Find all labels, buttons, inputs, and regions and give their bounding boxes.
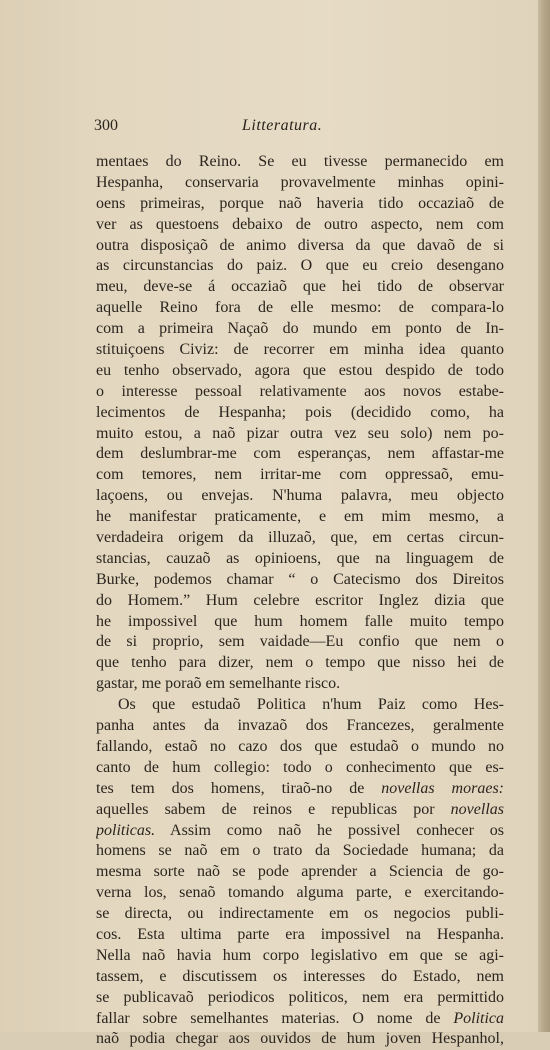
italic-text: Politica [453,1009,504,1027]
text-line [96,152,504,173]
running-head: Litteratura. [242,117,323,134]
text-segment: homens se naõ em o trato da Sociedade humana; da [96,842,504,860]
page-number: 300 [94,117,118,134]
text-line [96,612,504,633]
text-segment: verna los, senaõ tomando alguma parte, e exercitando- [96,884,504,902]
text-line [96,236,504,257]
text-line [96,298,504,319]
text-segment: dem deslumbrar-me com esperanças, nem affastar-me [96,445,504,463]
text-line [96,758,504,779]
text-line [96,591,504,612]
text-line [96,194,504,215]
text-segment: he impossivel que hum homem falle muito tempo [96,612,504,630]
text-line [96,653,504,674]
text-segment: aquelle Reino fora de elle mesmo: de compara-lo [96,299,504,317]
text-line [96,674,504,695]
text-segment: mentaes do Reino. Se eu tivesse permanecido em [96,153,504,170]
text-segment: com a primeira Naçaõ do mundo em ponto de In- [96,320,504,338]
text-segment: laçoens, ou envejas. N'huma palavra, meu objecto [96,487,504,505]
text-segment: fallando, estaõ no cazo dos que estudaõ o mundo no [96,737,504,755]
text-line [96,946,504,967]
text-segment: stituiçoens Civiz: de recorrer em minha idea quanto [96,341,504,359]
italic-text: novellas moraes: [381,779,504,797]
text-line [96,904,504,925]
text-segment: he manifestar praticamente, e em mim mesmo, a [96,508,504,526]
text-segment: aquelles sabem de reinos e republicas por [96,800,451,818]
text-line [96,549,504,570]
text-line [96,319,504,340]
text-segment: fallar sobre semelhantes materias. O nome de [96,1009,454,1027]
text-line [96,1009,504,1030]
text-line [96,821,504,842]
text-line [96,779,504,800]
text-line [96,800,504,821]
text-line [96,444,504,465]
text-segment: tes tem dos homens, tiraõ-no de [96,779,382,797]
text-segment: gastar, me poraõ em semelhante risco. [96,675,341,693]
text-line [96,716,504,737]
text-segment: Nella naõ havia hum corpo legislativo em que se agi- [96,946,504,964]
text-line [96,486,504,507]
text-line [96,215,504,236]
text-segment: eu tenho observado, agora que estou despido de todo [96,361,504,379]
text-segment: canto de hum collegio: todo o conhecimento que es- [96,758,504,776]
text-line [96,883,504,904]
text-line [96,528,504,549]
text-line [96,382,504,403]
body-text [96,152,504,1050]
text-segment: oens primeiras, porque naõ haveria tido occaziaõ de [96,194,504,212]
text-line [96,465,504,486]
text-segment: o interesse pessoal relativamente aos novos estabe- [96,382,504,400]
text-segment: stancias, cauzaõ as opinioens, que na linguagem de [96,549,504,567]
text-line [96,925,504,946]
page-edge [538,0,550,1032]
text-line [96,737,504,758]
text-segment: se directa, ou indirectamente em os negocios publi- [96,905,504,923]
text-segment: outra disposiçaõ de animo diversa da que davaõ de si [96,236,504,254]
text-segment: as circunstancias do paiz. O que eu creio desengano [96,257,504,275]
italic-text: politicas. [96,821,156,839]
text-segment: tassem, e discutissem os interesses do Estado, nem [96,967,504,985]
text-line [96,507,504,528]
text-line [96,340,504,361]
text-segment: se publicavaõ periodicos politicos, nem era permittido [96,988,504,1006]
page-header [94,117,504,141]
text-line [96,841,504,862]
text-line [96,424,504,445]
text-line [96,570,504,591]
text-segment: verdadeira origem da illuzaõ, que, em certas circun- [96,529,504,547]
text-segment: de si proprio, sem vaidade—Eu confio que nem o [96,633,504,651]
text-segment: lecimentos de Hespanha; pois (decidido como, ha [96,403,504,421]
text-segment: Os que estudaõ Politica n'hum Paiz como Hes- [118,696,504,714]
text-segment: muito estou, a naõ pizar outra vez seu solo) nem po- [96,424,504,442]
text-segment: Hespanha, conservaria provavelmente minhas opini- [96,173,504,191]
text-segment: Assim como naõ he possivel conhecer os [155,821,504,839]
text-segment: mesma sorte naõ se pode aprender a Sciencia de go- [96,863,504,881]
text-segment: meu, deve-se á occaziaõ que hei tido de observar [96,278,504,296]
text-segment: naõ podia chegar aos ouvidos de hum joven Hespanhol, [96,1030,504,1048]
text-segment: cos. Esta ultima parte era impossivel na Hespanha. [96,925,504,943]
text-line [96,361,504,382]
text-line [96,256,504,277]
text-line [96,277,504,298]
text-segment: panha antes da invazaõ dos Francezes, geralmente [96,717,504,735]
text-line [96,632,504,653]
text-line [96,988,504,1009]
text-segment: Burke, podemos chamar “ o Catecismo dos Direitos [96,570,504,588]
text-line [96,967,504,988]
text-segment: que tenho para dizer, nem o tempo que nisso hei de [96,654,504,672]
italic-text: novellas [450,800,504,818]
text-segment: ver as questoens debaixo de outro aspecto, nem com [96,215,504,233]
text-segment: do Homem.” Hum celebre escritor Inglez dizia que [96,591,504,609]
text-line [96,1029,504,1050]
text-line [96,173,504,194]
text-line [96,695,504,716]
text-line [96,862,504,883]
text-segment: com temores, nem irritar-me com oppressaõ, emu- [96,466,504,484]
text-line [96,403,504,424]
